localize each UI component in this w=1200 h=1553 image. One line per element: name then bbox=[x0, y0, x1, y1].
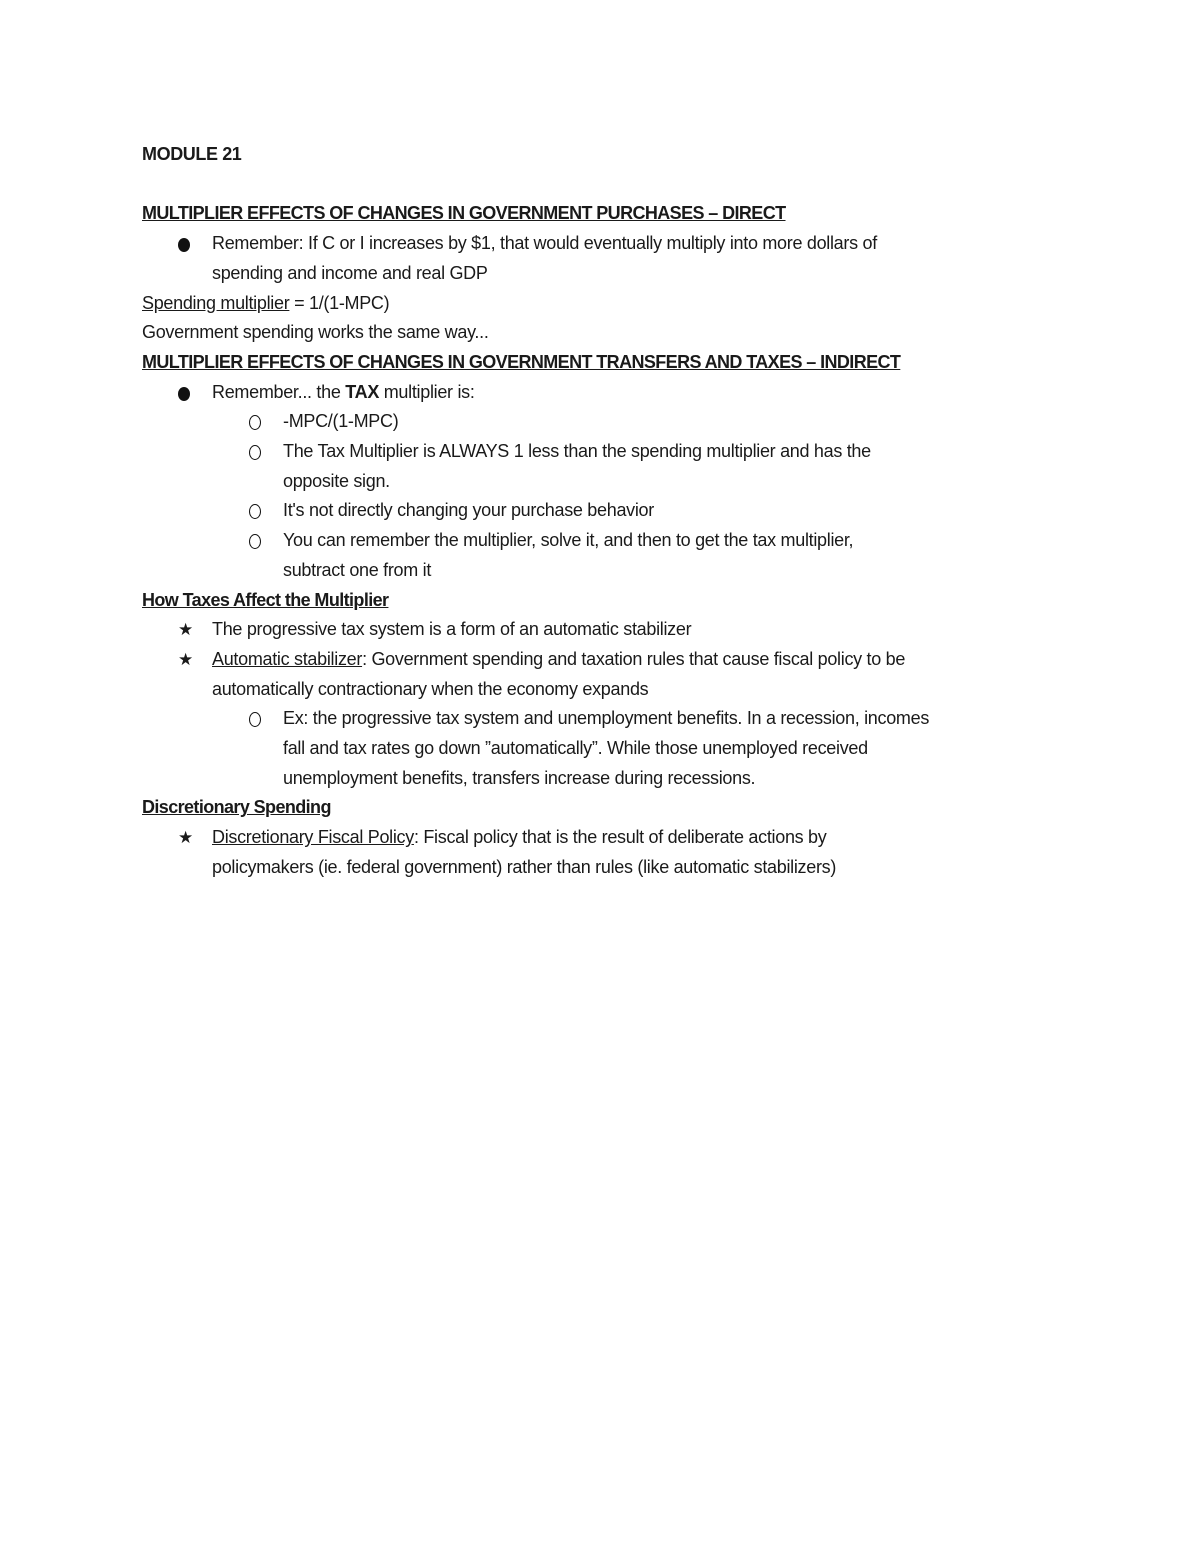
list-item-text: automatically contractionary when the economy expands bbox=[212, 678, 649, 699]
list-item-text: spending and income and real GDP bbox=[212, 262, 488, 283]
star-bullet-icon: ★ bbox=[178, 828, 193, 848]
spacer bbox=[142, 170, 1072, 200]
module-title: MODULE 21 bbox=[142, 144, 242, 164]
list-item bbox=[142, 645, 1072, 704]
star-bullet-icon: ★ bbox=[178, 620, 193, 640]
bullet-circle-icon bbox=[249, 526, 261, 559]
list-item-text: Remember... the bbox=[212, 381, 346, 402]
discretionary-fiscal-policy-term: Discretionary Fiscal Policy bbox=[212, 827, 414, 848]
list-item bbox=[142, 378, 1072, 408]
heading-taxes-multiplier: How Taxes Affect the Multiplier bbox=[142, 589, 389, 610]
sub-list-item bbox=[142, 437, 1072, 496]
heading-transfers-taxes: MULTIPLIER EFFECTS OF CHANGES IN GOVERNMENT TRANSFERS AND TAXES – INDIRECT bbox=[142, 351, 901, 372]
document-body bbox=[142, 140, 1072, 883]
list-item bbox=[142, 615, 1072, 645]
sub-list-item-text: opposite sign. bbox=[283, 470, 390, 491]
sub-list-item-text: It's not directly changing your purchase behavior bbox=[283, 500, 654, 521]
sub-list-item bbox=[142, 704, 1072, 793]
sub-list-item bbox=[142, 526, 1072, 585]
bullet-dot-icon bbox=[178, 378, 190, 411]
spending-multiplier-formula: = 1/(1-MPC) bbox=[289, 292, 390, 313]
government-spending-line: Government spending works the same way... bbox=[142, 322, 489, 343]
sub-list-item-text: -MPC/(1-MPC) bbox=[283, 411, 399, 432]
star-bullet-icon: ★ bbox=[178, 649, 193, 669]
sub-list-item-text: fall and tax rates go down ”automatically”. While those unemployed received bbox=[283, 738, 868, 759]
spending-multiplier-line bbox=[142, 289, 1072, 319]
bullet-circle-icon bbox=[249, 437, 261, 470]
heading-government-purchases: MULTIPLIER EFFECTS OF CHANGES IN GOVERNMENT PURCHASES – DIRECT bbox=[142, 203, 786, 224]
list-item-text: : Government spending and taxation rules that cause fiscal policy to be bbox=[362, 648, 906, 669]
sub-list-item-text: subtract one from it bbox=[283, 559, 432, 580]
sub-list-item-text: unemployment benefits, transfers increase during recessions. bbox=[283, 767, 756, 788]
bullet-circle-icon bbox=[249, 704, 261, 737]
list-item bbox=[142, 229, 1072, 288]
sub-list-item bbox=[142, 496, 1072, 526]
list-item bbox=[142, 823, 1072, 882]
bullet-dot-icon bbox=[178, 229, 190, 262]
sub-list-item-text: You can remember the multiplier, solve it, and then to get the tax multiplier, bbox=[283, 530, 854, 551]
bullet-circle-icon bbox=[249, 407, 261, 440]
sub-list-item-text: Ex: the progressive tax system and unemployment benefits. In a recession, incomes bbox=[283, 708, 930, 729]
automatic-stabilizer-term: Automatic stabilizer bbox=[212, 648, 363, 669]
bullet-circle-icon bbox=[249, 496, 261, 529]
tax-emphasis: TAX bbox=[345, 381, 380, 402]
list-item-text: Remember: If C or I increases by $1, that would eventually multiply into more dollars of bbox=[212, 233, 877, 254]
heading-discretionary-spending: Discretionary Spending bbox=[142, 797, 331, 818]
list-item-text: The progressive tax system is a form of an automatic stabilizer bbox=[212, 619, 692, 640]
sub-list-item-text: The Tax Multiplier is ALWAYS 1 less than the spending multiplier and has the bbox=[283, 441, 871, 462]
list-item-text: multiplier is: bbox=[379, 381, 475, 402]
sub-list-item bbox=[142, 407, 1072, 437]
list-item-text: : Fiscal policy that is the result of deliberate actions by bbox=[413, 827, 827, 848]
spending-multiplier-term: Spending multiplier bbox=[142, 292, 290, 313]
list-item-text: policymakers (ie. federal government) rather than rules (like automatic stabilizers) bbox=[212, 856, 837, 877]
